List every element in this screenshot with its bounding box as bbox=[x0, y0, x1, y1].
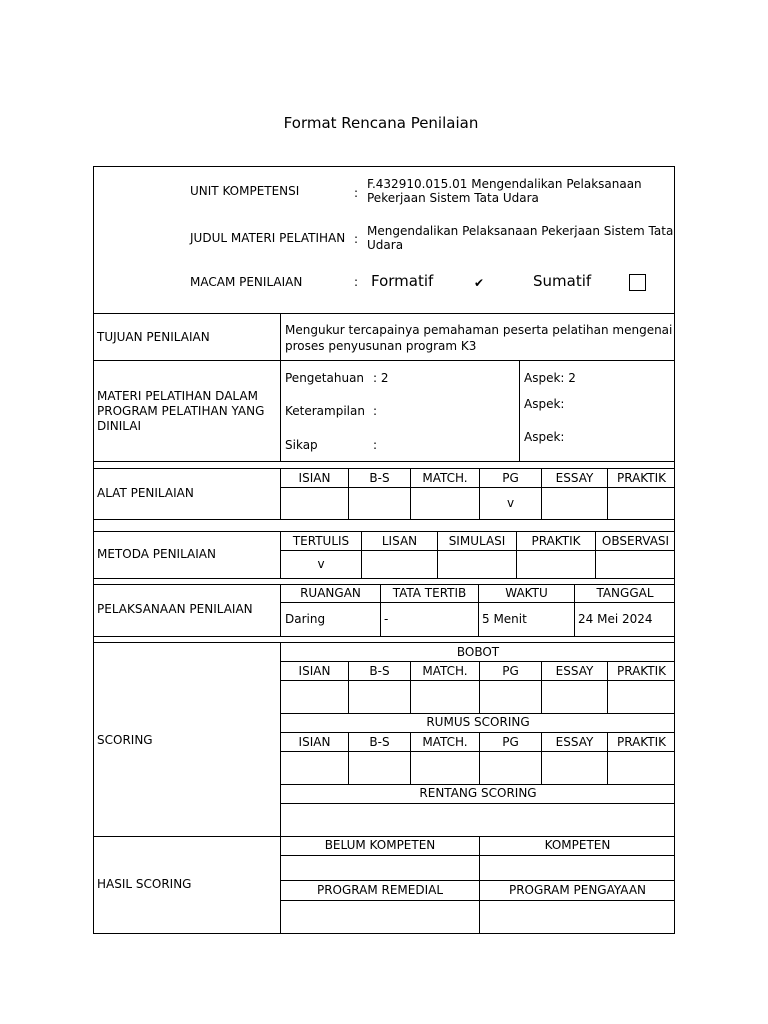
bobot-header-praktik: PRAKTIK bbox=[617, 664, 666, 678]
alat-header-pg: PG bbox=[502, 471, 519, 485]
bobot-header-isian: ISIAN bbox=[298, 664, 331, 678]
divider bbox=[607, 661, 608, 713]
divider bbox=[280, 880, 675, 881]
divider bbox=[410, 732, 411, 784]
divider bbox=[479, 661, 480, 713]
divider bbox=[280, 661, 675, 662]
check-icon: ✔ bbox=[474, 276, 485, 290]
metoda-label: METODA PENILAIAN bbox=[97, 547, 216, 561]
divider bbox=[348, 661, 349, 713]
divider bbox=[93, 360, 675, 361]
divider bbox=[348, 732, 349, 784]
keterampilan-label: Keterampilan bbox=[285, 404, 365, 418]
pelaksanaan-label: PELAKSANAAN PENILAIAN bbox=[97, 602, 253, 616]
metoda-header-tertulis: TERTULIS bbox=[292, 534, 350, 548]
hasil-label: HASIL SCORING bbox=[97, 877, 192, 891]
program-remedial-header: PROGRAM REMEDIAL bbox=[316, 883, 444, 897]
bobot-header-essay: ESSAY bbox=[555, 664, 594, 678]
metoda-value-tertulis: v bbox=[317, 557, 325, 571]
sumatif-label: Sumatif bbox=[533, 272, 592, 290]
divider bbox=[93, 836, 675, 837]
divider bbox=[280, 313, 281, 360]
sikap-value: : bbox=[373, 438, 378, 452]
sikap-label: Sikap bbox=[285, 438, 318, 452]
pelaksanaan-header-tata-tertib: TATA TERTIB bbox=[392, 586, 467, 600]
divider bbox=[479, 732, 480, 784]
divider bbox=[519, 360, 520, 461]
judul-colon: : bbox=[354, 232, 359, 246]
alat-header-essay: ESSAY bbox=[555, 471, 594, 485]
aspek-sikap: Aspek: bbox=[524, 430, 565, 444]
bobot-header-bs: B-S bbox=[369, 664, 390, 678]
divider bbox=[280, 550, 675, 551]
rumus-header-bs: B-S bbox=[369, 735, 390, 749]
divider bbox=[280, 487, 675, 488]
divider bbox=[280, 784, 675, 785]
divider bbox=[93, 519, 675, 520]
divider bbox=[280, 360, 281, 461]
metoda-header-praktik: PRAKTIK bbox=[531, 534, 581, 548]
divider bbox=[280, 751, 675, 752]
tujuan-label: TUJUAN PENILAIAN bbox=[97, 330, 210, 344]
pelaksanaan-value-ruangan: Daring bbox=[285, 612, 326, 626]
rentang-title: RENTANG SCORING bbox=[419, 786, 537, 800]
metoda-header-simulasi: SIMULASI bbox=[448, 534, 506, 548]
rumus-header-pg: PG bbox=[502, 735, 519, 749]
belum-kompeten-header: BELUM KOMPETEN bbox=[324, 838, 436, 852]
alat-header-praktik: PRAKTIK bbox=[617, 471, 666, 485]
unit-value-line2: Pekerjaan Sistem Tata Udara bbox=[367, 191, 539, 205]
unit-value-line1: F.432910.015.01 Mengendalikan Pelaksanaan bbox=[367, 177, 642, 191]
divider bbox=[93, 461, 675, 462]
bobot-header-match: MATCH. bbox=[422, 664, 468, 678]
divider bbox=[93, 468, 675, 469]
pengetahuan-label: Pengetahuan bbox=[285, 371, 365, 385]
divider bbox=[93, 584, 675, 585]
rumus-header-match: MATCH. bbox=[422, 735, 468, 749]
judul-value-line2: Udara bbox=[367, 238, 404, 252]
metoda-header-observasi: OBSERVASI bbox=[601, 534, 670, 548]
sumatif-checkbox[interactable] bbox=[629, 274, 646, 291]
aspek-keterampilan: Aspek: bbox=[524, 397, 565, 411]
divider bbox=[410, 661, 411, 713]
materi-label-line1: MATERI PELATIHAN DALAM bbox=[97, 389, 258, 403]
divider bbox=[280, 855, 675, 856]
formatif-label: Formatif bbox=[371, 272, 434, 290]
divider bbox=[280, 803, 675, 804]
aspek-pengetahuan: Aspek: 2 bbox=[524, 371, 576, 385]
kompeten-header: KOMPETEN bbox=[544, 838, 611, 852]
tujuan-value-line2: proses penyusunan program K3 bbox=[285, 339, 477, 353]
judul-label: JUDUL MATERI PELATIHAN bbox=[190, 231, 346, 245]
rumus-header-isian: ISIAN bbox=[298, 735, 331, 749]
pelaksanaan-header-tanggal: TANGGAL bbox=[596, 586, 654, 600]
rumus-header-praktik: PRAKTIK bbox=[617, 735, 666, 749]
divider bbox=[93, 578, 675, 579]
divider bbox=[280, 713, 675, 714]
pelaksanaan-header-ruangan: RUANGAN bbox=[300, 586, 361, 600]
metoda-header-lisan: LISAN bbox=[381, 534, 418, 548]
bobot-header-pg: PG bbox=[502, 664, 519, 678]
alat-label: ALAT PENILAIAN bbox=[97, 486, 194, 500]
alat-value-pg: v bbox=[506, 496, 515, 510]
page-title: Format Rencana Penilaian bbox=[283, 114, 479, 132]
divider bbox=[280, 680, 675, 681]
rumus-header-essay: ESSAY bbox=[555, 735, 594, 749]
unit-label: UNIT KOMPETENSI bbox=[190, 184, 300, 198]
rumus-title: RUMUS SCORING bbox=[426, 715, 530, 729]
alat-header-match: MATCH. bbox=[422, 471, 468, 485]
pelaksanaan-value-tata-tertib: - bbox=[384, 612, 389, 626]
divider bbox=[280, 900, 675, 901]
bobot-title: BOBOT bbox=[456, 645, 500, 659]
materi-label-line3: DINILAI bbox=[97, 419, 142, 433]
alat-header-bs: B-S bbox=[369, 471, 390, 485]
divider bbox=[541, 661, 542, 713]
program-pengayaan-header: PROGRAM PENGAYAAN bbox=[508, 883, 647, 897]
judul-value-line1: Mengendalikan Pelaksanaan Pekerjaan Sistem Tata bbox=[367, 224, 674, 238]
divider bbox=[93, 531, 675, 532]
divider bbox=[93, 642, 675, 643]
pelaksanaan-value-waktu: 5 Menit bbox=[482, 612, 527, 626]
tujuan-value-line1: Mengukur tercapainya pemahaman peserta pelatihan mengenai bbox=[285, 323, 673, 337]
divider bbox=[280, 732, 675, 733]
pengetahuan-value: : 2 bbox=[373, 371, 389, 385]
pelaksanaan-header-waktu: WAKTU bbox=[505, 586, 548, 600]
macam-label: MACAM PENILAIAN bbox=[190, 275, 303, 289]
alat-header-isian: ISIAN bbox=[298, 471, 331, 485]
materi-label-line2: PROGRAM PELATIHAN YANG bbox=[97, 404, 265, 418]
divider bbox=[93, 313, 675, 314]
keterampilan-value: : bbox=[373, 404, 378, 418]
divider bbox=[607, 732, 608, 784]
scoring-label: SCORING bbox=[97, 733, 153, 747]
unit-colon: : bbox=[354, 186, 359, 200]
divider bbox=[541, 732, 542, 784]
divider bbox=[93, 636, 675, 637]
pelaksanaan-value-tanggal: 24 Mei 2024 bbox=[578, 612, 653, 626]
macam-colon: : bbox=[354, 275, 359, 289]
